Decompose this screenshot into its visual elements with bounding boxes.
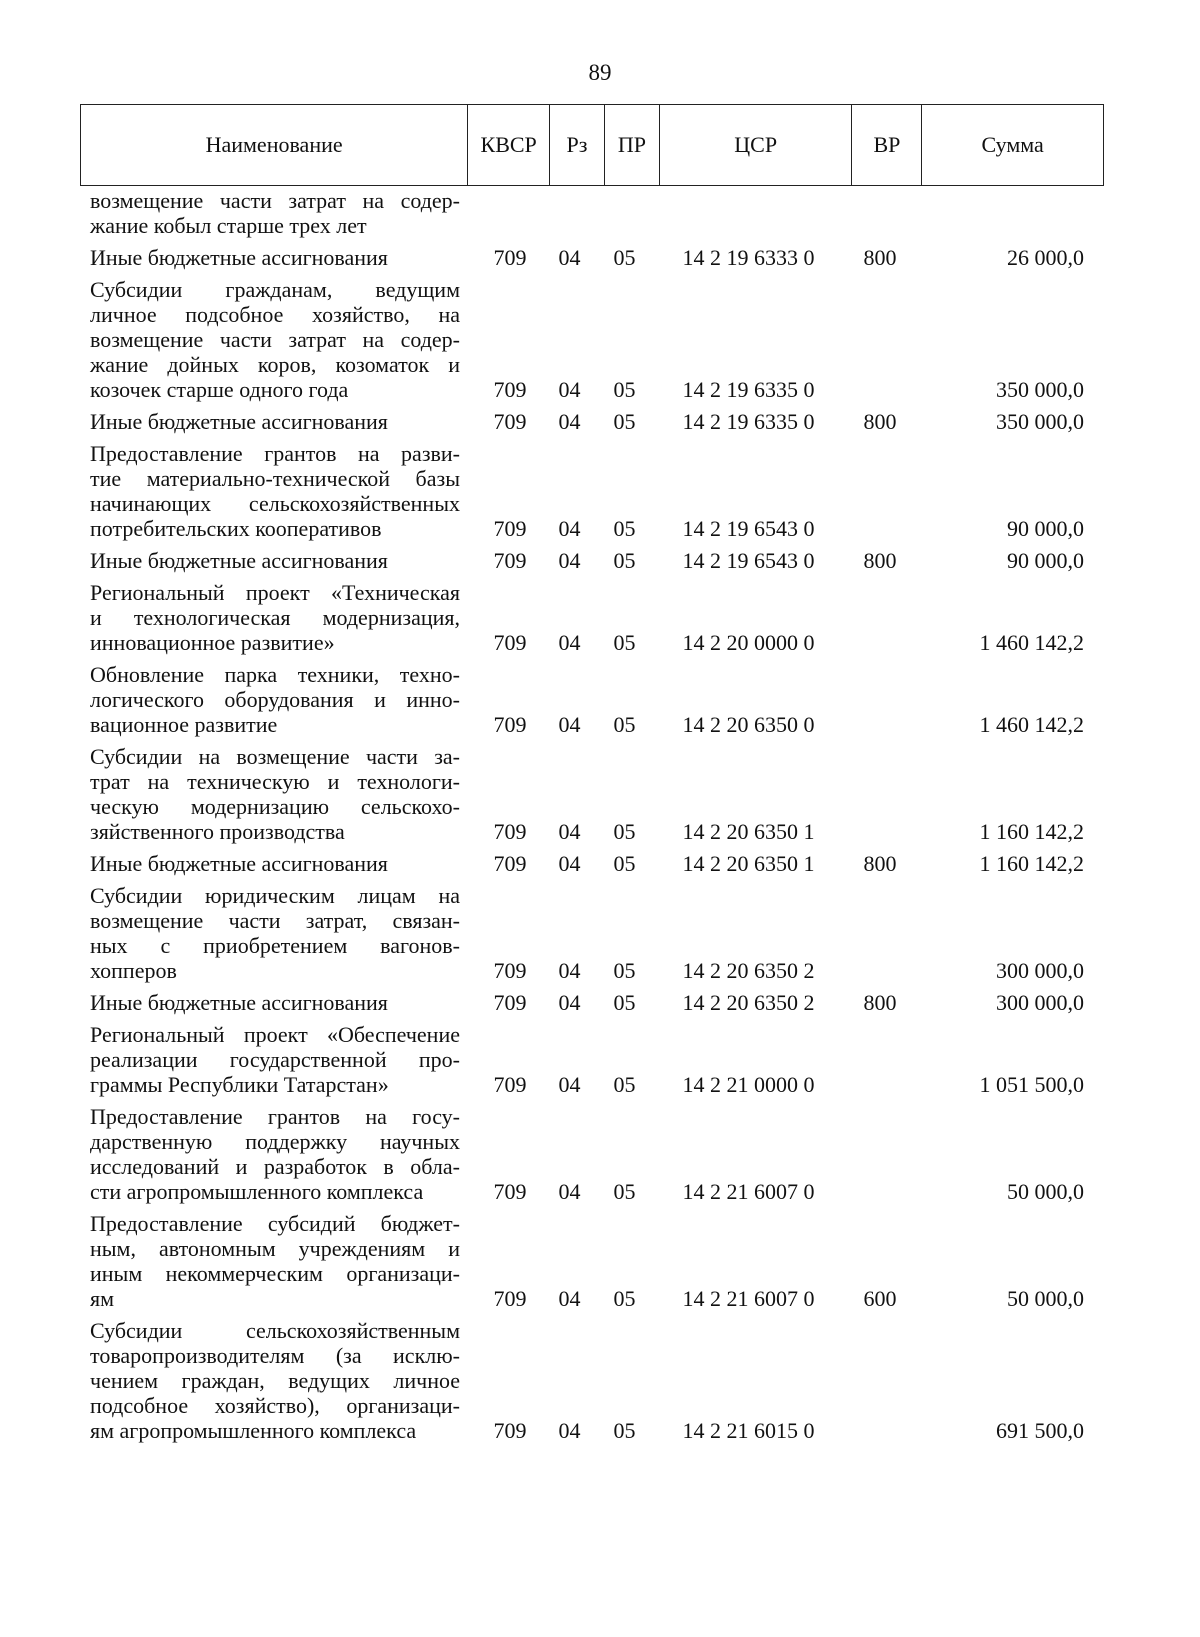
row-name-line: Региональный проект «Обеспечение xyxy=(90,1022,460,1047)
row-kvsr: 709 xyxy=(493,1072,527,1097)
row-rz: 04 xyxy=(558,851,581,876)
row-csr: 14 2 21 6007 0 xyxy=(682,1286,815,1311)
row-pr: 05 xyxy=(613,516,636,541)
row-name xyxy=(80,883,460,983)
row-name xyxy=(80,1211,460,1311)
row-name-line: сти агропромышленного комплекса xyxy=(90,1179,424,1204)
table-row xyxy=(80,744,1104,844)
row-rz: 04 xyxy=(558,630,581,655)
row-name-line: Субсидии юридическим лицам на xyxy=(90,883,460,908)
row-kvsr: 709 xyxy=(493,245,527,270)
row-name-line: личное подсобное хозяйство, на xyxy=(90,302,460,327)
row-name-line: зяйственного производства xyxy=(90,819,345,844)
row-csr: 14 2 20 6350 0 xyxy=(682,712,815,737)
row-name-line: реализации государственной про- xyxy=(90,1047,460,1072)
row-name-line: потребительских кооперативов xyxy=(90,516,382,541)
row-name-line: Предоставление субсидий бюджет- xyxy=(90,1211,460,1236)
row-csr: 14 2 21 6007 0 xyxy=(682,1179,815,1204)
row-csr: 14 2 20 6350 2 xyxy=(682,958,815,983)
row-sum: 300 000,0 xyxy=(996,990,1084,1015)
row-sum: 26 000,0 xyxy=(1007,245,1084,270)
row-pr: 05 xyxy=(613,1179,636,1204)
row-name xyxy=(80,409,460,434)
row-rz: 04 xyxy=(558,1179,581,1204)
row-sum: 90 000,0 xyxy=(1007,548,1084,573)
row-name-line: Региональный проект «Техническая xyxy=(90,580,460,605)
table-header xyxy=(80,104,1104,186)
row-sum: 50 000,0 xyxy=(1007,1286,1084,1311)
table-row xyxy=(80,277,1104,402)
row-vr: 800 xyxy=(863,409,897,434)
row-name xyxy=(80,662,460,737)
header-pr: ПР xyxy=(605,105,660,185)
row-sum: 300 000,0 xyxy=(996,958,1084,983)
header-csr: ЦСР xyxy=(660,105,853,185)
row-pr: 05 xyxy=(613,245,636,270)
row-name-line: иным некоммерческим организаци- xyxy=(90,1261,460,1286)
row-kvsr: 709 xyxy=(493,958,527,983)
row-rz: 04 xyxy=(558,245,581,270)
row-name-line: Субсидии гражданам, ведущим xyxy=(90,277,460,302)
row-kvsr: 709 xyxy=(493,630,527,655)
row-rz: 04 xyxy=(558,548,581,573)
row-rz: 04 xyxy=(558,712,581,737)
row-csr: 14 2 20 6350 2 xyxy=(682,990,815,1015)
header-kvsr: КВСР xyxy=(468,105,550,185)
row-name-line: жание кобыл старше трех лет xyxy=(90,213,367,238)
row-name-line: чением граждан, ведущих личное xyxy=(90,1368,460,1393)
row-name-line: трат на техническую и технологи- xyxy=(90,769,460,794)
row-name-line: логического оборудования и инно- xyxy=(90,687,460,712)
row-kvsr: 709 xyxy=(493,712,527,737)
row-name xyxy=(80,1318,460,1443)
row-pr: 05 xyxy=(613,1286,636,1311)
row-pr: 05 xyxy=(613,851,636,876)
row-name-line: Иные бюджетные ассигнования xyxy=(90,548,388,573)
row-csr: 14 2 19 6543 0 xyxy=(682,516,815,541)
row-name-line: Иные бюджетные ассигнования xyxy=(90,245,388,270)
row-sum: 1 460 142,2 xyxy=(979,712,1084,737)
row-name-line: козочек старше одного года xyxy=(90,377,349,402)
row-name-line: ям xyxy=(90,1286,115,1311)
row-name xyxy=(80,277,460,402)
row-sum: 1 051 500,0 xyxy=(979,1072,1084,1097)
table-row xyxy=(80,409,1104,434)
row-csr: 14 2 20 0000 0 xyxy=(682,630,815,655)
row-name-line: и технологическая модернизация, xyxy=(90,605,460,630)
row-name-line: Субсидии на возмещение части за- xyxy=(90,744,460,769)
row-name xyxy=(80,1022,460,1097)
row-name-line: ных с приобретением вагонов- xyxy=(90,933,460,958)
row-name xyxy=(80,580,460,655)
header-name: Наименование xyxy=(81,105,468,185)
header-sum: Сумма xyxy=(981,132,1044,157)
row-kvsr: 709 xyxy=(493,409,527,434)
row-name-line: жание дойных коров, козоматок и xyxy=(90,352,460,377)
row-name-line: граммы Республики Татарстан» xyxy=(90,1072,389,1097)
row-vr: 800 xyxy=(863,990,897,1015)
row-rz: 04 xyxy=(558,958,581,983)
row-name-line: ческую модернизацию сельскохо- xyxy=(90,794,460,819)
row-name-line: ным, автономным учреждениям и xyxy=(90,1236,460,1261)
row-csr: 14 2 20 6350 1 xyxy=(682,819,815,844)
table-row xyxy=(80,883,1104,983)
row-name-line: вационное развитие xyxy=(90,712,278,737)
row-sum: 350 000,0 xyxy=(996,377,1084,402)
row-kvsr: 709 xyxy=(493,990,527,1015)
row-csr: 14 2 20 6350 1 xyxy=(682,851,815,876)
row-name-line: Иные бюджетные ассигнования xyxy=(90,851,388,876)
row-sum: 1 160 142,2 xyxy=(979,819,1084,844)
row-csr: 14 2 21 0000 0 xyxy=(682,1072,815,1097)
table-row xyxy=(80,580,1104,655)
row-vr: 800 xyxy=(863,548,897,573)
row-name xyxy=(80,441,460,541)
row-name-line: товаропроизводителям (за исклю- xyxy=(90,1343,460,1368)
row-kvsr: 709 xyxy=(493,851,527,876)
row-name-line: ям агропромышленного комплекса xyxy=(90,1418,417,1443)
row-name-line: инновационное развитие» xyxy=(90,630,335,655)
row-csr: 14 2 19 6333 0 xyxy=(682,245,815,270)
row-kvsr: 709 xyxy=(493,1418,527,1443)
table-row xyxy=(80,1211,1104,1311)
row-name-line: Предоставление грантов на госу- xyxy=(90,1104,460,1129)
header-rz: Рз xyxy=(550,105,605,185)
row-rz: 04 xyxy=(558,819,581,844)
row-csr: 14 2 21 6015 0 xyxy=(682,1418,815,1443)
table-row xyxy=(80,1104,1104,1204)
row-kvsr: 709 xyxy=(493,516,527,541)
row-rz: 04 xyxy=(558,409,581,434)
header-vr: ВР xyxy=(852,105,922,185)
row-vr: 800 xyxy=(863,245,897,270)
row-rz: 04 xyxy=(558,377,581,402)
row-name-line: тие материально-технической базы xyxy=(90,466,460,491)
row-csr: 14 2 19 6543 0 xyxy=(682,548,815,573)
row-sum: 1 160 142,2 xyxy=(979,851,1084,876)
row-sum: 350 000,0 xyxy=(996,409,1084,434)
row-kvsr: 709 xyxy=(493,1286,527,1311)
row-vr: 600 xyxy=(863,1286,897,1311)
row-sum: 90 000,0 xyxy=(1007,516,1084,541)
row-rz: 04 xyxy=(558,516,581,541)
table-row xyxy=(80,548,1104,573)
row-rz: 04 xyxy=(558,1418,581,1443)
row-pr: 05 xyxy=(613,409,636,434)
table-row xyxy=(80,1022,1104,1097)
row-kvsr: 709 xyxy=(493,548,527,573)
table-row xyxy=(80,245,1104,270)
row-name xyxy=(80,188,460,238)
row-pr: 05 xyxy=(613,548,636,573)
row-name-line: Субсидии сельскохозяйственным xyxy=(90,1318,460,1343)
row-name xyxy=(80,744,460,844)
row-name-line: Предоставление грантов на разви- xyxy=(90,441,460,466)
row-name-line: начинающих сельскохозяйственных xyxy=(90,491,460,516)
row-pr: 05 xyxy=(613,1418,636,1443)
row-rz: 04 xyxy=(558,1072,581,1097)
row-pr: 05 xyxy=(613,712,636,737)
row-name-line: Обновление парка техники, техно- xyxy=(90,662,460,687)
row-kvsr: 709 xyxy=(493,819,527,844)
row-pr: 05 xyxy=(613,630,636,655)
table-body xyxy=(80,188,1104,1450)
row-kvsr: 709 xyxy=(493,1179,527,1204)
row-pr: 05 xyxy=(613,819,636,844)
row-pr: 05 xyxy=(613,1072,636,1097)
table-row xyxy=(80,662,1104,737)
row-pr: 05 xyxy=(613,377,636,402)
table-row xyxy=(80,441,1104,541)
row-sum: 50 000,0 xyxy=(1007,1179,1084,1204)
row-sum: 691 500,0 xyxy=(996,1418,1084,1443)
row-rz: 04 xyxy=(558,990,581,1015)
row-name-line: возмещение части затрат на содер- xyxy=(90,327,460,352)
row-name-line: Иные бюджетные ассигнования xyxy=(90,409,388,434)
row-name xyxy=(80,851,460,876)
row-rz: 04 xyxy=(558,1286,581,1311)
row-name xyxy=(80,245,460,270)
row-name xyxy=(80,990,460,1015)
row-name-line: возмещение части затрат на содер- xyxy=(90,188,460,213)
table-row xyxy=(80,188,1104,238)
row-name-line: хопперов xyxy=(90,958,177,983)
row-name-line: возмещение части затрат, связан- xyxy=(90,908,460,933)
row-name xyxy=(80,1104,460,1204)
row-pr: 05 xyxy=(613,958,636,983)
row-name-line: исследований и разработок в обла- xyxy=(90,1154,460,1179)
table-row xyxy=(80,990,1104,1015)
row-name-line: дарственную поддержку научных xyxy=(90,1129,460,1154)
row-name xyxy=(80,548,460,573)
row-csr: 14 2 19 6335 0 xyxy=(682,377,815,402)
row-name-line: Иные бюджетные ассигнования xyxy=(90,990,388,1015)
row-sum: 1 460 142,2 xyxy=(979,630,1084,655)
row-pr: 05 xyxy=(613,990,636,1015)
page-number: 89 xyxy=(588,60,612,85)
table-row xyxy=(80,1318,1104,1443)
table-row xyxy=(80,851,1104,876)
row-name-line: подсобное хозяйство), организаци- xyxy=(90,1393,460,1418)
row-vr: 800 xyxy=(863,851,897,876)
row-csr: 14 2 19 6335 0 xyxy=(682,409,815,434)
row-kvsr: 709 xyxy=(493,377,527,402)
